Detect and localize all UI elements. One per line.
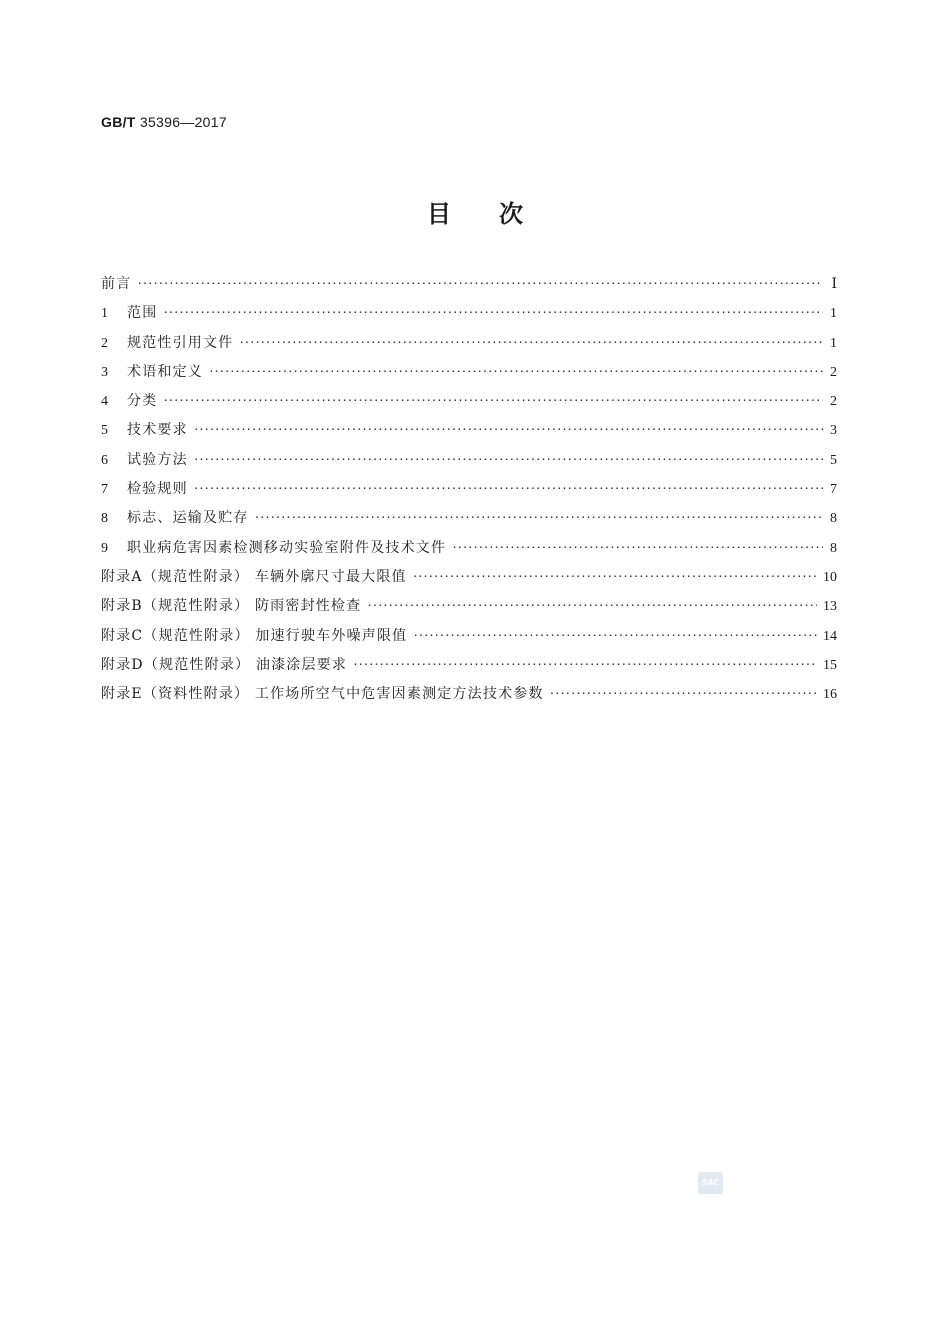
toc-entry-page: 16 [823,687,837,703]
toc-entry-label: 附录D（规范性附录） 油漆涂层要求 [101,656,348,673]
toc-entry-number: 3 [101,364,108,380]
toc-entry-page: 3 [830,423,837,439]
toc-entry[interactable] [101,479,837,508]
toc-entry-page: 8 [830,540,837,556]
toc-entry-label: 范围 [127,305,158,322]
toc-leader-dots [209,363,823,383]
standard-number: 35396—2017 [139,114,227,130]
toc-entry[interactable] [101,684,837,713]
toc-entry-number: 6 [101,452,108,468]
toc-entry-label: 附录E（资料性附录） 工作场所空气中危害因素测定方法技术参数 [101,686,544,703]
toc-entry-page: 2 [830,394,837,410]
toc-leader-dots [255,509,823,529]
toc-leader-dots [367,597,817,617]
toc-entry-page: 1 [830,306,837,322]
toc-entry-page: 7 [830,482,837,498]
toc-entry-number: 9 [101,540,108,556]
toc-leader-dots [137,275,823,295]
toc-entry-number: 8 [101,511,108,527]
toc-entry-label: 标志、运输及贮存 [127,510,249,527]
toc-leader-dots [163,392,823,412]
toc-entry[interactable] [101,391,837,420]
table-of-contents [101,274,837,713]
toc-leader-dots [452,539,823,559]
toc-entry-number: 4 [101,394,108,410]
toc-leader-dots [413,568,817,588]
toc-entry[interactable] [101,420,837,449]
toc-entry-page: 13 [823,599,837,615]
toc-entry-label: 前言 [101,276,132,292]
toc-entry-page: 2 [830,364,837,380]
toc-entry-number: 5 [101,423,108,439]
page-title: 目次 [427,200,571,228]
toc-entry-page: 8 [830,511,837,527]
toc-entry[interactable] [101,567,837,596]
toc-entry[interactable] [101,450,837,479]
toc-leader-dots [239,334,823,354]
toc-leader-dots [353,656,817,676]
standard-prefix: GB/T [101,114,136,130]
toc-entry[interactable] [101,655,837,684]
toc-entry-label: 附录C（规范性附录） 加速行驶车外噪声限值 [101,627,408,644]
toc-entry[interactable] [101,274,837,303]
toc-entry-page: 15 [823,657,837,673]
toc-entry[interactable] [101,303,837,332]
sac-watermark-logo: SAC [698,1172,723,1194]
toc-entry-page: 10 [823,569,837,585]
toc-leader-dots [194,451,823,471]
toc-entry-label: 分类 [127,393,158,410]
toc-leader-dots [194,480,823,500]
toc-entry[interactable] [101,596,837,625]
toc-entry-label: 附录A（规范性附录） 车辆外廓尺寸最大限值 [101,568,407,585]
toc-leader-dots [550,685,817,705]
toc-entry-page: 14 [823,628,837,644]
toc-entry-label: 附录B（规范性附录） 防雨密封性检查 [101,598,362,615]
toc-entry-number: 7 [101,482,108,498]
toc-entry[interactable] [101,626,837,655]
toc-entry-number: 1 [101,306,108,322]
toc-entry-label: 术语和定义 [127,363,203,380]
toc-entry-label: 规范性引用文件 [127,334,234,351]
toc-entry-page: 5 [830,452,837,468]
toc-leader-dots [413,627,817,647]
toc-entry[interactable] [101,362,837,391]
toc-entry-label: 检验规则 [127,481,188,498]
toc-entry-page: 1 [830,335,837,351]
toc-entry-number: 2 [101,335,108,351]
toc-entry-label: 试验方法 [127,451,188,468]
toc-entry[interactable] [101,538,837,567]
toc-entry-label: 技术要求 [127,422,188,439]
toc-entry[interactable] [101,333,837,362]
toc-leader-dots [163,304,823,324]
toc-entry-label: 职业病危害因素检测移动实验室附件及技术文件 [127,539,447,556]
toc-leader-dots [194,421,823,441]
toc-entry-page: Ⅰ [831,277,837,292]
toc-entry[interactable] [101,508,837,537]
standard-code [101,114,227,130]
